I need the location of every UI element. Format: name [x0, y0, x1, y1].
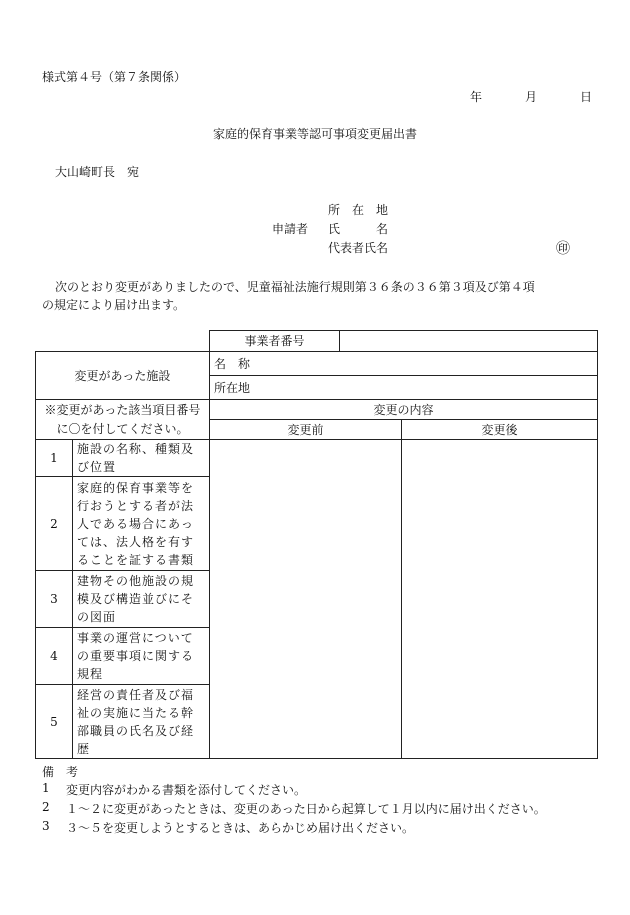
date-year: 年: [470, 90, 483, 104]
items-header-line1: ※変更があった該当項目番号: [36, 400, 210, 420]
remark-text: 変更内容がわかる書類を添付してください。: [66, 783, 307, 797]
item-text: 事業の運営についての重要事項に関する規程: [73, 628, 210, 685]
business-number-label: 事業者番号: [210, 331, 340, 352]
item-number[interactable]: 4: [36, 628, 73, 685]
facility-name-label: 名 称: [214, 356, 251, 371]
date-month: 月: [525, 90, 538, 104]
item-text: 施設の名称、種類及び位置: [73, 440, 210, 477]
remark-number: 2: [42, 800, 50, 814]
item-number[interactable]: 5: [36, 685, 73, 759]
form-number: 様式第４号（第７条関係）: [42, 70, 187, 84]
item-text: 家庭的保育事業等を行おうとする者が法人である場合にあっては、法人格を有することを証する書類: [73, 477, 210, 571]
item-text: 経営の責任者及び福祉の実施に当たる幹部職員の氏名及び経歴: [73, 685, 210, 759]
items-header-line2: に〇を付してください。: [36, 420, 210, 440]
item-number[interactable]: 1: [36, 440, 73, 477]
after-header: 変更後: [402, 420, 598, 440]
body-text-line1: 次のとおり変更がありましたので、児童福祉法施行規則第３６条の３６第３項及び第４項: [55, 280, 535, 294]
remark-text: ３～５を変更しようとするときは、あらかじめ届け出ください。: [66, 821, 415, 835]
facility-label: 変更があった施設: [36, 352, 210, 400]
facility-location-field[interactable]: [210, 376, 598, 400]
remark-text: １～２に変更があったときは、変更のあった日から起算して１月以内に届け出ください。: [66, 802, 546, 816]
body-text-line2: の規定により届け出ます。: [42, 298, 186, 312]
business-number-field[interactable]: [340, 331, 598, 352]
item-text: 建物その他施設の規模及び構造並びにその図面: [73, 571, 210, 628]
content-header: 変更の内容: [210, 400, 598, 420]
facility-name-field[interactable]: [210, 352, 598, 376]
applicant-label: 申請者: [272, 222, 309, 236]
name-label: 氏 名: [328, 222, 389, 236]
before-header: 変更前: [210, 420, 402, 440]
facility-location-label: 所在地: [214, 380, 251, 395]
document-title: 家庭的保育事業等認可事項変更届出書: [212, 127, 417, 141]
remark-number: 1: [42, 781, 50, 795]
address-label: 所 在 地: [328, 203, 389, 217]
remark-number: 3: [42, 819, 50, 833]
item-number[interactable]: 3: [36, 571, 73, 628]
representative-label: 代表者氏名: [328, 241, 389, 255]
item-number[interactable]: 2: [36, 477, 73, 571]
change-form-table: [35, 330, 598, 759]
remarks-heading: 備 考: [42, 765, 79, 779]
after-content-field[interactable]: [402, 440, 598, 759]
addressee: 大山崎町長 宛: [55, 165, 140, 179]
before-content-field[interactable]: [210, 440, 402, 759]
seal-mark: ㊞: [556, 241, 570, 257]
date-day: 日: [580, 90, 593, 104]
